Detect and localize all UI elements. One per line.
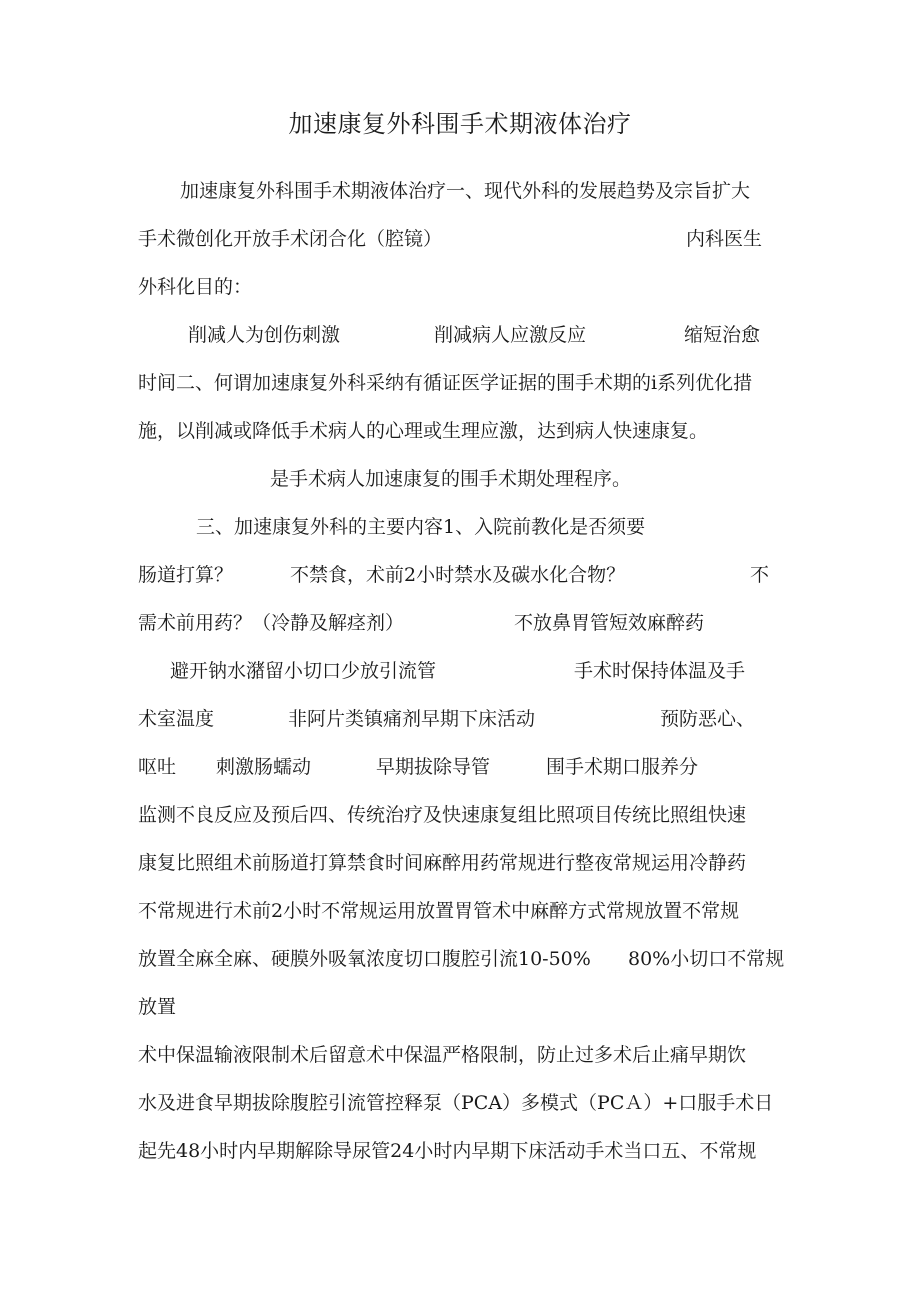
text-segment: 需术前用药？（冷静及解痉剂）: [138, 612, 405, 634]
text-segment: 时间二、何谓加速康复外科采纳有循证医学证据的围手术期的i系列优化措: [138, 372, 753, 394]
text-segment: 水及进食早期拔除腹腔引流管控释泵（PCA）多模式（PCＡ）+口服手术日: [138, 1092, 774, 1114]
text-segment: 是手术病人加速康复的围手术期处理程序。: [270, 468, 632, 490]
text-segment: 起先48小时内早期解除导尿管24小时内早期下床活动手术当口五、不常规: [138, 1140, 757, 1162]
text-segment: 预防恶心、: [660, 708, 756, 730]
text-segment: 不禁食，术前2小时禁水及碳水化合物？: [290, 564, 626, 586]
text-segment: 放置: [138, 996, 177, 1018]
text-segment: 不常规进行术前2小时不常规运用放置胃管术中麻醉方式常规放置不常规: [138, 900, 740, 922]
text-segment: 术中保温输液限制术后留意术中保温严格限制，防止过多术后止痛早期饮: [138, 1044, 747, 1066]
text-segment: 加速康复外科围手术期液体治疗一、现代外科的发展趋势及宗旨扩大: [180, 180, 751, 202]
text-segment: 肠道打算？: [138, 564, 234, 586]
text-segment: 削减病人应激反应: [434, 324, 587, 346]
text-segment: 术室温度: [138, 708, 215, 730]
text-segment: 削减人为创伤刺激: [188, 324, 341, 346]
text-segment: 早期拔除导管: [376, 756, 491, 778]
text-segment: 围手术期口服养分: [546, 756, 699, 778]
text-segment: 刺激肠蠕动: [216, 756, 312, 778]
text-segment: 80%小切口不常规: [628, 948, 785, 970]
text-segment: 不放鼻胃管短效麻醉药: [514, 612, 705, 634]
text-segment: 避开钠水潴留小切口少放引流管: [170, 660, 437, 682]
text-segment: 非阿片类镇痛剂早期下床活动: [288, 708, 536, 730]
text-segment: 施，以削减或降低手术病人的心理或生理应激，达到病人快速康复。: [138, 420, 709, 442]
text-segment: 监测不良反应及预后四、传统治疗及快速康复组比照项目传统比照组快速: [138, 804, 747, 826]
text-segment: 内科医生: [686, 228, 763, 250]
text-segment: 手术时保持体温及手: [574, 660, 746, 682]
text-segment: 缩短治愈: [684, 324, 761, 346]
text-segment: 放置全麻全麻、硬膜外吸氧浓度切口腹腔引流10-50%: [138, 948, 591, 970]
page-title: 加速康复外科围手术期液体治疗: [288, 110, 632, 138]
text-segment: 呕吐: [138, 756, 177, 778]
text-segment: 外科化目的：: [138, 276, 253, 298]
text-segment: 康复比照组术前肠道打算禁食时间麻醉用药常规进行整夜常规运用冷静药: [138, 852, 747, 874]
text-segment: 手术微创化开放手术闭合化（腔镜）: [138, 228, 443, 250]
text-segment: 不: [750, 564, 770, 586]
text-segment: 三、加速康复外科的主要内容1、入院前教化是否须要: [196, 516, 646, 538]
